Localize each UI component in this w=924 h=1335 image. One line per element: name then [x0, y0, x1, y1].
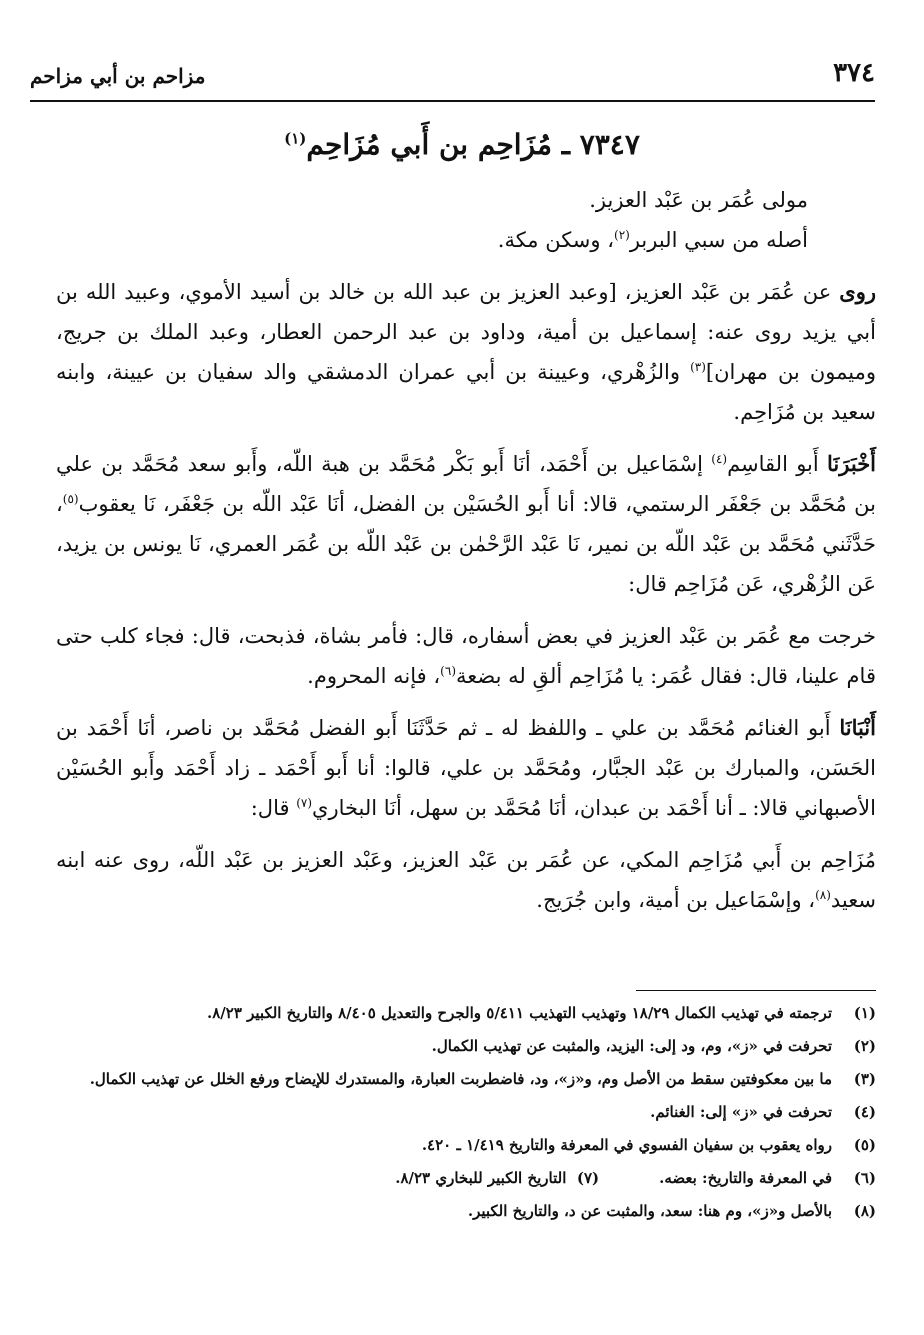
paragraph-isnad-2 [56, 708, 876, 828]
footnote-text: ما بين معكوفتين سقط من الأصل وم، و«ز»، ود، فاضطربت العبارة، والمستدرك للإيضاح ورفع الخلل عن تهذيب الكمال. [89, 1070, 832, 1088]
text: ، فإنه المحروم. [307, 664, 441, 688]
footnote-number: (٢) [853, 1037, 876, 1055]
footnote-ref: (٢) [614, 228, 630, 242]
footnote-number: (٥) [853, 1136, 876, 1154]
footnote-number: (٤) [853, 1103, 876, 1121]
footnote-8 [56, 1198, 876, 1225]
entry-title [0, 128, 924, 161]
page-number: ٣٧٤ [833, 58, 875, 88]
footnote-7 [395, 1165, 599, 1192]
text: مولى عُمَر بن عَبْد العزيز. [589, 188, 808, 212]
paragraph-isnad-1 [56, 444, 876, 604]
text: أَبو القاسِم [727, 452, 828, 476]
text: أَبو الغنائم مُحَمَّد بن علي ـ واللفظ له ـ ثم حَدَّثَنَا أَبو الفضل مُحَمَّد بن ناصر، أنَا أَحْمَد بن الحَسَن، والمبارك بن عَبْد الجبَّار، ومُحَمَّد بن علي، قالوا: أنا أَبو أَحْمَد ـ زاد أَحْمَد وأَبو الحُسَيْن الأصبهاني قالا: ـ أنا أَحْمَد بن عبدان، أنَا مُحَمَّد بن سهل، أنَا البخاري [56, 716, 876, 820]
keyword: أَنْبَانَا [839, 715, 876, 740]
footnote-5 [56, 1132, 876, 1159]
footnote-4 [56, 1099, 876, 1126]
entry-body [56, 180, 876, 920]
paragraph-matn-1 [56, 616, 876, 696]
text: مُزَاحِم بن أَبي مُزَاحِم المكي، عن عُمَر بن عَبْد العزيز، وعَبْد العزيز بن عَبْد اللّه، روى عنه ابنه سعيد [56, 848, 876, 912]
text: ، وسكن مكة. [497, 228, 614, 252]
footnote-text: في المعرفة والتاريخ: بعضه. [659, 1169, 832, 1187]
page-header [30, 58, 875, 98]
text: إسْمَاعيل بن أَحْمَد، أنَا أَبو بَكْر مُحَمَّد بن هبة اللّه، وأَبو سعد مُحَمَّد بن علي بن مُحَمَّد بن جَعْفَر الرستمي، قالا: أنا أَبو الحُسَيْن بن الفضل، أنَا عَبْد اللّه بن جَعْفَر، نَا يعقوب [56, 452, 876, 516]
text: والزُهْري، وعيينة بن أبي عمران الدمشقي والد سفيان بن عيينة، وابنه سعيد بن مُزَاحِم. [56, 360, 876, 424]
paragraph-narrators [56, 272, 876, 432]
footnote-number: (٣) [853, 1070, 876, 1088]
paragraph-mawla [56, 180, 876, 220]
footnote-ref: (٥) [62, 492, 79, 506]
footnote-ref: (٧) [296, 796, 313, 810]
footnote-3 [56, 1066, 876, 1093]
footnote-text: التاريخ الكبير للبخاري ٨/٢٣. [395, 1169, 567, 1187]
text: خرجت مع عُمَر بن عَبْد العزيز في بعض أسفاره، قال: فأمر بشاة، فذبحت، قال: فجاء كلب حتى قام علينا، قال: فقال عُمَر: يا مُزَاحِم ألقِ له بضعة [56, 624, 876, 688]
footnote-ref: (٨) [815, 888, 831, 902]
paragraph-origin [56, 220, 876, 260]
footnote-number: (٧) [576, 1169, 600, 1187]
text: عن عُمَر بن عَبْد العزيز، [وعبد العزيز بن عبد الله بن خالد بن أسيد الأموي، وعبيد الله بن أبي يزيد روى عنه: إسماعيل بن أمية، وداود بن عبد الرحمن العطار، وعبد الملك بن جريج، وميمون بن مهران] [56, 280, 876, 384]
footnote-6-7-row [56, 1165, 876, 1192]
text: أصله من سبي البربر [629, 228, 808, 252]
paragraph-matn-2 [56, 840, 876, 920]
footnote-text: تحرفت في «ز»، وم، ود إلى: اليزيد، والمثبت عن تهذيب الكمال. [431, 1037, 832, 1055]
footnote-number: (١) [853, 1004, 876, 1022]
footnote-number: (٦) [853, 1169, 876, 1187]
footnote-1 [56, 1000, 876, 1027]
entry-title-text: ٧٣٤٧ ـ مُزَاحِم بن أَبي مُزَاحِم [306, 128, 640, 161]
running-title: مزاحم بن أبي مزاحم [30, 64, 206, 88]
footnote-ref: (٦) [440, 664, 456, 678]
footnote-ref: (٣) [690, 360, 706, 374]
text: ، وإسْمَاعيل بن أمية، وابن جُرَيج. [536, 888, 816, 912]
footnote-separator [636, 990, 876, 991]
footnote-ref: (١) [284, 129, 307, 148]
footnotes [56, 1000, 876, 1231]
keyword: روى [839, 279, 876, 304]
footnote-text: رواه يعقوب بن سفيان الفسوي في المعرفة والتاريخ ١/٤١٩ ـ ٤٢٠. [421, 1136, 832, 1154]
footnote-text: بالأصل و«ز»، وم هنا: سعد، والمثبت عن د، والتاريخ الكبير. [467, 1202, 832, 1220]
footnote-2 [56, 1033, 876, 1060]
text: ، حَدَّثَني مُحَمَّد بن عَبْد اللّه بن نمير، نَا عَبْد الرَّحْمٰن بن عَبْد اللّه بن عُمَر العمري، نَا يونس بن يزيد، عَن الزُهْري، عَن مُزَاحِم قال: [56, 492, 876, 596]
footnote-text: ترجمته في تهذيب الكمال ١٨/٢٩ وتهذيب التهذيب ٥/٤١١ والجرح والتعديل ٨/٤٠٥ والتاريخ الكبير ٨/٢٣. [207, 1004, 832, 1022]
header-rule [30, 100, 875, 102]
text: قال: [250, 796, 297, 820]
footnote-ref: (٤) [711, 452, 728, 466]
keyword: أَخْبَرَنَا [827, 451, 877, 476]
footnote-number: (٨) [853, 1202, 876, 1220]
footnote-text: تحرفت في «ز» إلى: الغنائم. [650, 1103, 832, 1121]
